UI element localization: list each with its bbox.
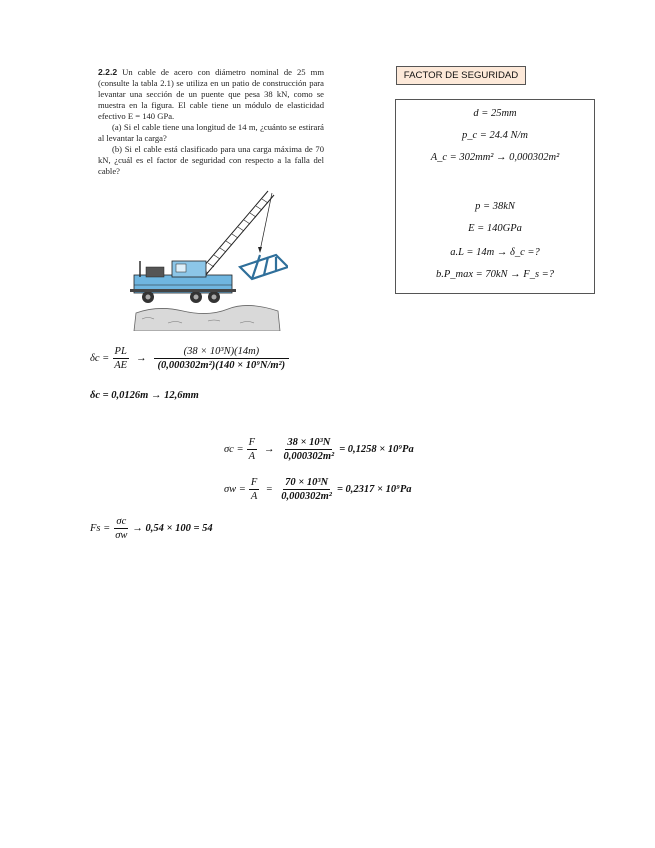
- pl-over-ae: [112, 346, 129, 371]
- given-part-b: b.P_max = 70kN → F_s =?: [436, 269, 554, 280]
- crane-figure: [128, 185, 288, 331]
- sigma-ratio: [113, 516, 129, 541]
- given-modulus: E = 140GPa: [468, 223, 522, 234]
- problem-part-b: (b) Si el cable está clasificado para una carga máxima de 70 kN, ¿cuál es el factor de seguridad con respecto a la falla del cable?: [98, 144, 324, 176]
- given-weight-per-length: p_c = 24.4 N/m: [462, 130, 528, 141]
- stress-w-fraction: [279, 477, 334, 502]
- fs-lhs: Fs =: [90, 523, 111, 534]
- stress-w-numerator: 70 × 10³N: [285, 477, 329, 488]
- problem-number: 2.2.2: [98, 67, 118, 77]
- arrow: →: [136, 353, 147, 364]
- stress-c-result: = 0,1258 × 10⁹Pa: [339, 444, 414, 455]
- section-title: FACTOR DE SEGURIDAD: [396, 66, 526, 85]
- a-denominator-c: A: [248, 451, 255, 462]
- sigma-w-denominator: σw: [115, 530, 128, 541]
- stress-w-denominator: 0,000302m²: [281, 491, 332, 502]
- arrow: →: [263, 444, 275, 455]
- equals: =: [266, 484, 273, 495]
- stress-w-equation: [224, 477, 411, 502]
- elongation-equation: [90, 346, 292, 371]
- given-area: A_c = 302mm² → 0,000302m²: [430, 152, 560, 163]
- ground: [134, 305, 280, 331]
- safety-factor-result: → 0,54 × 100 = 54: [132, 523, 213, 534]
- problem-part-a: (a) Si el cable tiene una longitud de 14 m, ¿cuánto se estirará al levantar la carga?: [98, 122, 324, 143]
- stress-c-numerator: 38 × 10³N: [287, 437, 331, 448]
- stress-c-denominator: 0,000302m²: [283, 451, 335, 462]
- elongation-numerator: (38 × 10³N)(14m): [154, 346, 290, 359]
- bridge-section-load: [240, 255, 288, 279]
- f-numerator-w: F: [250, 477, 258, 488]
- a-denominator-w: A: [250, 491, 258, 502]
- sigma-c-numerator: σc: [116, 516, 127, 527]
- given-part-a: a.L = 14m → δ_c =?: [450, 247, 540, 258]
- ae-denominator: AE: [114, 360, 128, 371]
- f-numerator-c: F: [248, 437, 255, 448]
- safety-factor-equation: [90, 516, 213, 541]
- problem-intro-text: Un cable de acero con diámetro nominal de 25 mm (consulte la tabla 2.1) se utiliza en un patio de construcción para levantar una sección de un puente que pesa 38 kN, como se muestra en la figura. El cable tiene un módulo de elasticidad efectivo E = 140 GPa.: [98, 67, 325, 121]
- problem-intro: [98, 67, 324, 122]
- delta-lhs: δc =: [90, 353, 110, 364]
- stress-w-result: = 0,2317 × 10⁹Pa: [336, 484, 412, 495]
- sigma-w-lhs: σw =: [224, 484, 246, 495]
- stress-c-equation: [224, 437, 414, 462]
- f-over-a-c: [247, 437, 257, 462]
- elongation-fraction: [154, 346, 290, 371]
- elongation-result: δc = 0,0126m → 12,6mm: [90, 390, 199, 401]
- given-load: p = 38kN: [475, 201, 515, 212]
- crane-truck: [130, 261, 236, 303]
- sigma-c-lhs: σc =: [224, 444, 244, 455]
- given-diameter: d = 25mm: [473, 108, 517, 119]
- f-over-a-w: [249, 477, 259, 502]
- problem-statement: [98, 67, 324, 177]
- elongation-denominator: (0,000302m²)(140 × 10⁹N/m²): [157, 360, 286, 371]
- stress-c-fraction: [281, 437, 336, 462]
- given-data-box: [395, 99, 595, 294]
- pl-numerator: PL: [114, 346, 127, 357]
